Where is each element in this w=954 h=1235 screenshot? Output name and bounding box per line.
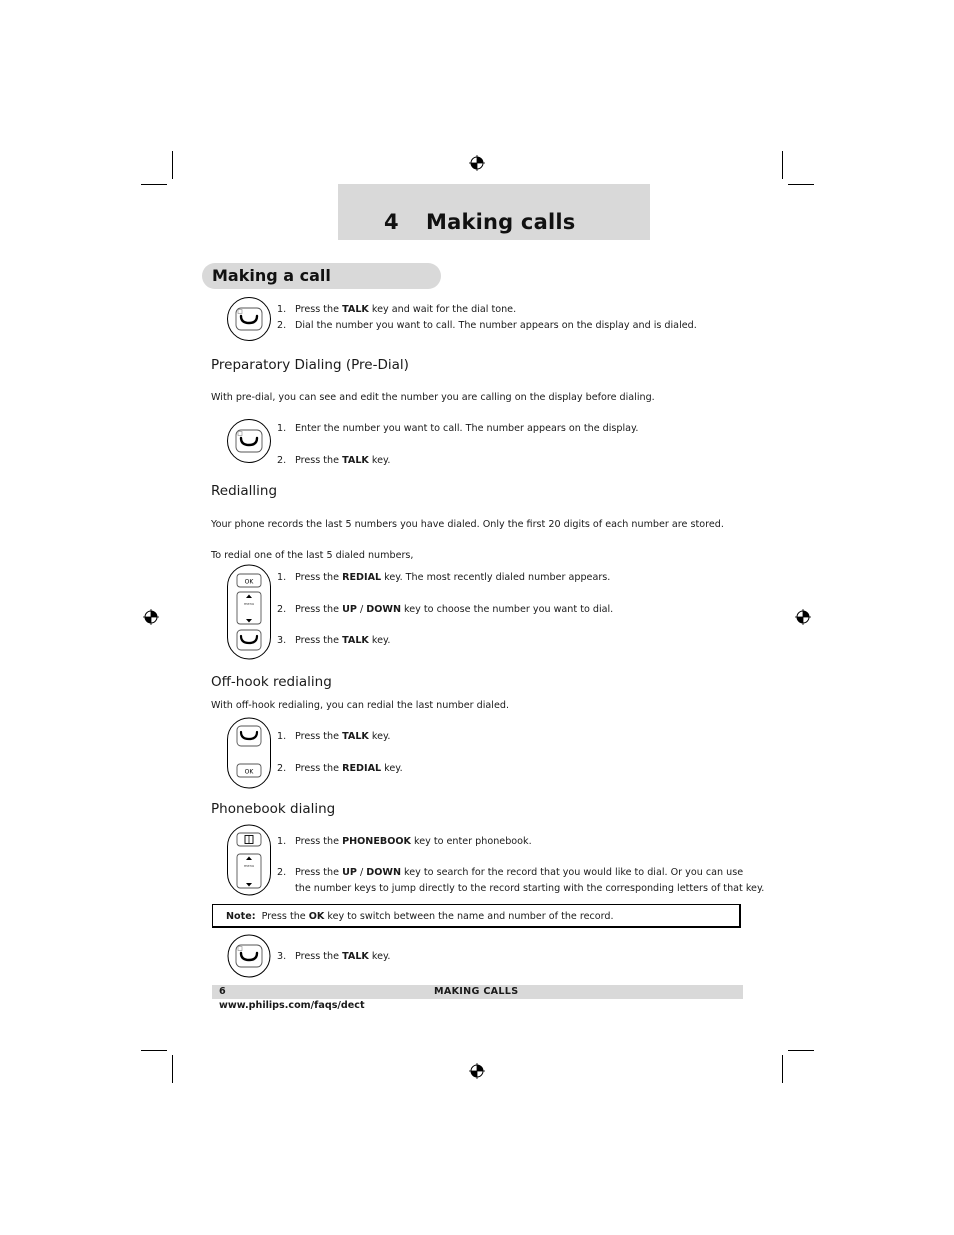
talk-key-icon — [226, 934, 272, 978]
crop-mark — [782, 1055, 783, 1083]
phonebook-keypad-icon — [226, 824, 272, 896]
registration-mark-icon — [469, 155, 485, 171]
chapter-number: 4 — [384, 210, 399, 234]
svg-text:menu: menu — [244, 602, 254, 606]
heading-predial: Preparatory Dialing (Pre-Dial) — [211, 357, 409, 373]
step-making-call-2: 2. Dial the number you want to call. The number appears on the display and is dialed. — [277, 320, 697, 331]
svg-text:menu: menu — [244, 864, 254, 868]
step-offhook-2: 2. Press the REDIAL key. — [277, 763, 403, 774]
svg-text:OK: OK — [244, 578, 254, 586]
offhook-intro: With off-hook redialing, you can redial the last number dialed. — [211, 700, 509, 711]
talk-key-icon — [226, 418, 272, 464]
footer-url: www.philips.com/faqs/dect — [219, 1000, 365, 1011]
step-redial-1: 1. Press the REDIAL key. The most recently dialed number appears. — [277, 572, 611, 583]
crop-mark — [782, 151, 783, 179]
step-phonebook-2: 2. Press the UP / DOWN key to search for the record that you would like to dial. Or you can use — [277, 867, 744, 878]
heading-offhook: Off-hook redialing — [211, 674, 332, 690]
note-text: Note: Press the OK key to switch between the name and number of the record. — [226, 911, 614, 922]
step-phonebook-2-continued: the number keys to jump directly to the record starting with the corresponding letters of that key. — [295, 883, 765, 894]
step-redial-2: 2. Press the UP / DOWN key to choose the number you want to dial. — [277, 604, 614, 615]
crop-mark — [788, 1050, 814, 1051]
step-offhook-1: 1. Press the TALK key. — [277, 731, 391, 742]
redialling-intro: Your phone records the last 5 numbers you have dialed. Only the first 20 digits of each number are stored. — [211, 519, 724, 530]
redialling-intro-2: To redial one of the last 5 dialed numbers, — [211, 550, 414, 561]
crop-mark — [141, 1050, 167, 1051]
crop-mark — [788, 184, 814, 185]
step-phonebook-3: 3. Press the TALK key. — [277, 951, 391, 962]
crop-mark — [172, 1055, 173, 1083]
step-predial-1: 1. Enter the number you want to call. The number appears on the display. — [277, 423, 639, 434]
step-making-call-1: 1. Press the TALK key and wait for the dial tone. — [277, 304, 517, 315]
step-redial-3: 3. Press the TALK key. — [277, 635, 391, 646]
crop-mark — [141, 184, 167, 185]
heading-redialling: Redialling — [211, 483, 278, 499]
heading-phonebook: Phonebook dialing — [211, 801, 336, 817]
section-title: Making a call — [212, 266, 331, 285]
step-phonebook-1: 1. Press the PHONEBOOK key to enter phonebook. — [277, 836, 532, 847]
redial-keypad-icon — [226, 564, 272, 660]
note-label: Note: — [226, 911, 256, 922]
registration-mark-icon — [143, 609, 159, 625]
talk-key-icon — [226, 296, 272, 342]
chapter-title-text: Making calls — [426, 210, 576, 234]
crop-mark — [172, 151, 173, 179]
talk-redial-keypad-icon — [226, 717, 272, 789]
footer-section-title: MAKING CALLS — [434, 986, 519, 997]
registration-mark-icon — [469, 1063, 485, 1079]
registration-mark-icon — [795, 609, 811, 625]
svg-text:OK: OK — [244, 768, 254, 776]
page-number: 6 — [219, 986, 226, 997]
predial-intro: With pre-dial, you can see and edit the number you are calling on the display before dialing. — [211, 392, 655, 403]
step-predial-2: 2. Press the TALK key. — [277, 455, 391, 466]
chapter-title — [384, 210, 575, 234]
